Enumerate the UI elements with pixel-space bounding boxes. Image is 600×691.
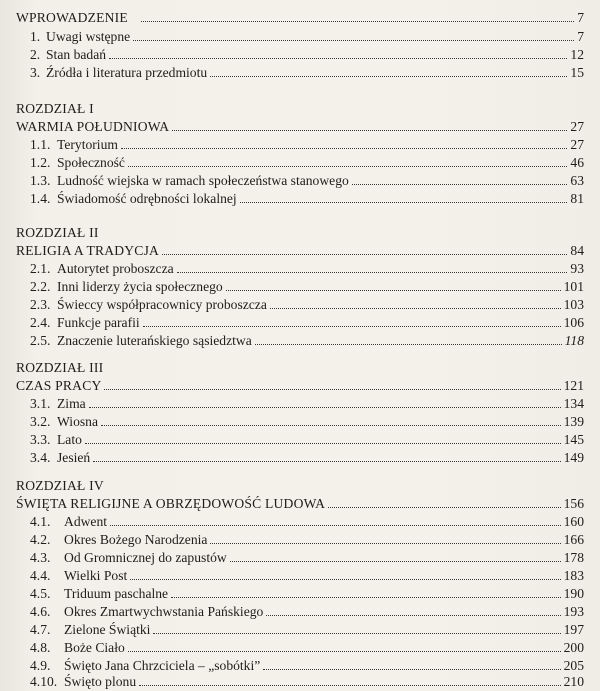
chapter-title: RELIGIA A TRADYCJA xyxy=(16,243,160,258)
entry-number: 4.9. xyxy=(30,658,51,673)
page-number: 178 xyxy=(563,550,584,565)
entry-title: Źródła i literatura przedmiotu xyxy=(46,65,208,80)
dot-leader xyxy=(141,21,574,22)
dot-leader xyxy=(133,40,574,41)
toc-entry[interactable] xyxy=(0,431,600,449)
chapter-label xyxy=(0,100,600,118)
chapter-label-text: ROZDZIAŁ I xyxy=(16,101,94,116)
page-number: 183 xyxy=(563,568,584,583)
toc-entry[interactable] xyxy=(0,673,600,691)
entry-title: Autorytet proboszcza xyxy=(57,261,174,276)
entry-number: 4.2. xyxy=(30,532,51,547)
dot-leader xyxy=(240,202,568,203)
entry-number: 1.3. xyxy=(30,173,51,188)
dot-leader xyxy=(255,344,562,345)
dot-leader xyxy=(128,651,561,652)
dot-leader xyxy=(352,184,568,185)
toc-entry[interactable] xyxy=(0,172,600,190)
toc-entry[interactable] xyxy=(0,296,600,314)
dot-leader xyxy=(210,76,567,77)
toc-entry[interactable] xyxy=(0,395,600,413)
entry-title: Społeczność xyxy=(57,155,125,170)
chapter-label xyxy=(0,359,600,377)
entry-number: 2.4. xyxy=(30,315,51,330)
toc-entry[interactable] xyxy=(0,413,600,431)
entry-number: 4.4. xyxy=(30,568,51,583)
dot-leader xyxy=(266,615,560,616)
entry-number: 4.6. xyxy=(30,604,51,619)
page-number: 193 xyxy=(563,604,584,619)
entry-title: Od Gromnicznej do zapustów xyxy=(64,550,227,565)
entry-title: Świeccy współpracownicy proboszcza xyxy=(57,297,267,312)
page-number: 210 xyxy=(563,674,584,689)
entry-number: 1.4. xyxy=(30,191,51,206)
entry-title: Znaczenie luterańskiego sąsiedztwa xyxy=(57,333,252,348)
dot-leader xyxy=(177,272,568,273)
dot-leader xyxy=(210,543,560,544)
entry-title: Boże Ciało xyxy=(64,640,125,655)
entry-number: 2. xyxy=(30,47,41,62)
toc-entry[interactable] xyxy=(0,639,600,657)
toc-entry[interactable] xyxy=(0,136,600,154)
page-number: 145 xyxy=(563,432,584,447)
entry-title: Triduum paschalne xyxy=(64,586,169,601)
entry-title: Świadomość odrębności lokalnej xyxy=(57,191,237,206)
entry-number: 4.3. xyxy=(30,550,51,565)
page-number: 121 xyxy=(563,378,584,393)
toc-entry[interactable] xyxy=(0,332,600,350)
chapter-label xyxy=(0,224,600,242)
entry-title: Funkcje parafii xyxy=(57,315,140,330)
entry-title: Stan badań xyxy=(46,47,107,62)
section-title: WPROWADZENIE xyxy=(16,10,128,25)
dot-leader xyxy=(121,148,567,149)
chapter-title: CZAS PRACY xyxy=(16,378,102,393)
entry-number: 3.4. xyxy=(30,450,51,465)
entry-title: Zielone Świątki xyxy=(64,622,151,637)
entry-number: 2.3. xyxy=(30,297,51,312)
toc-chapter-3[interactable] xyxy=(0,377,600,395)
entry-title: Święto Jana Chrzciciela – „sobótki” xyxy=(64,658,261,673)
page-number: 106 xyxy=(563,315,584,330)
entry-title: Lato xyxy=(57,432,82,447)
dot-leader xyxy=(110,525,561,526)
page-number: 160 xyxy=(563,514,584,529)
toc-entry[interactable] xyxy=(0,449,600,467)
page-number: 200 xyxy=(563,640,584,655)
entry-number: 1.2. xyxy=(30,155,51,170)
entry-number: 4.5. xyxy=(30,586,51,601)
toc-entry[interactable] xyxy=(0,549,600,567)
page-number: 139 xyxy=(563,414,584,429)
dot-leader xyxy=(93,461,560,462)
dot-leader xyxy=(162,254,567,255)
entry-number: 4.8. xyxy=(30,640,51,655)
entry-title: Adwent xyxy=(64,514,108,529)
entry-number: 2.2. xyxy=(30,279,51,294)
entry-title: Wielki Post xyxy=(64,568,128,583)
page-number: 103 xyxy=(563,297,584,312)
dot-leader xyxy=(328,507,560,508)
entry-number: 2.5. xyxy=(30,333,51,348)
entry-title: Ludność wiejska w ramach społeczeństwa stanowego xyxy=(57,173,349,188)
toc-entry[interactable] xyxy=(0,531,600,549)
entry-title: Uwagi wstępne xyxy=(46,29,131,44)
toc-entry[interactable] xyxy=(0,314,600,332)
page-number: 93 xyxy=(570,261,584,276)
entry-number: 4.1. xyxy=(30,514,51,529)
page-number: 101 xyxy=(563,279,584,294)
entry-title: Jesień xyxy=(57,450,91,465)
chapter-label-text: ROZDZIAŁ IV xyxy=(16,478,104,493)
page-number: 156 xyxy=(563,496,584,511)
toc-entry[interactable] xyxy=(0,46,600,64)
page-number: 12 xyxy=(570,47,584,62)
toc-entry[interactable] xyxy=(0,585,600,603)
dot-leader xyxy=(109,58,567,59)
toc-entry[interactable] xyxy=(0,28,600,46)
dot-leader xyxy=(270,308,561,309)
dot-leader xyxy=(130,579,560,580)
chapter-title: WARMIA POŁUDNIOWA xyxy=(16,119,170,134)
page-number: 63 xyxy=(570,173,584,188)
toc-entry[interactable] xyxy=(0,154,600,172)
entry-number: 4.7. xyxy=(30,622,51,637)
entry-title: Inni liderzy życia społecznego xyxy=(57,279,223,294)
entry-number: 3.1. xyxy=(30,396,51,411)
entry-number: 2.1. xyxy=(30,261,51,276)
entry-number: 4.10. xyxy=(30,674,58,689)
toc-entry[interactable] xyxy=(0,567,600,585)
page-number: 7 xyxy=(577,29,584,44)
page-number: 166 xyxy=(563,532,584,547)
page-number: 205 xyxy=(563,658,584,673)
dot-leader xyxy=(172,130,567,131)
page-number: 81 xyxy=(570,191,584,206)
page-number: 27 xyxy=(570,137,584,152)
page-number: 149 xyxy=(563,450,584,465)
toc-entry[interactable] xyxy=(0,64,600,82)
toc-entry[interactable] xyxy=(0,621,600,639)
dot-leader xyxy=(226,290,561,291)
entry-title: Święto plonu xyxy=(64,674,137,689)
toc-chapter-4[interactable] xyxy=(0,495,600,513)
page-number: 118 xyxy=(564,333,584,348)
entry-number: 3. xyxy=(30,65,41,80)
entry-title: Zima xyxy=(57,396,86,411)
dot-leader xyxy=(128,166,567,167)
page-number: 27 xyxy=(570,119,584,134)
dot-leader xyxy=(139,685,560,686)
page-number: 134 xyxy=(563,396,584,411)
page-number: 197 xyxy=(563,622,584,637)
dot-leader xyxy=(89,407,561,408)
entry-number: 1. xyxy=(30,29,41,44)
page-number: 190 xyxy=(563,586,584,601)
entry-number: 1.1. xyxy=(30,137,51,152)
entry-number: 3.2. xyxy=(30,414,51,429)
entry-number: 3.3. xyxy=(30,432,51,447)
dot-leader xyxy=(101,425,561,426)
dot-leader xyxy=(85,443,561,444)
toc-entry[interactable] xyxy=(0,278,600,296)
dot-leader xyxy=(230,561,561,562)
toc-entry[interactable] xyxy=(0,513,600,531)
dot-leader xyxy=(171,597,561,598)
dot-leader xyxy=(153,633,560,634)
page-number: 84 xyxy=(570,243,584,258)
toc-entry[interactable] xyxy=(0,190,600,208)
toc-entry[interactable] xyxy=(0,260,600,278)
chapter-label-text: ROZDZIAŁ III xyxy=(16,360,104,375)
entry-title: Wiosna xyxy=(57,414,98,429)
toc-chapter-2[interactable] xyxy=(0,242,600,260)
entry-title: Okres Zmartwychwstania Pańskiego xyxy=(64,604,264,619)
chapter-title: ŚWIĘTA RELIGIJNE A OBRZĘDOWOŚĆ LUDOWA xyxy=(16,496,326,511)
toc-entry[interactable] xyxy=(0,603,600,621)
chapter-label-text: ROZDZIAŁ II xyxy=(16,225,99,240)
toc-section-intro[interactable] xyxy=(0,9,600,27)
entry-title: Terytorium xyxy=(57,137,118,152)
page-number: 46 xyxy=(570,155,584,170)
dot-leader xyxy=(263,669,560,670)
chapter-label xyxy=(0,477,600,495)
page-number: 15 xyxy=(570,65,584,80)
dot-leader xyxy=(143,326,561,327)
toc-chapter-1[interactable] xyxy=(0,118,600,136)
dot-leader xyxy=(104,389,560,390)
page-number: 7 xyxy=(577,10,584,25)
entry-title: Okres Bożego Narodzenia xyxy=(64,532,208,547)
